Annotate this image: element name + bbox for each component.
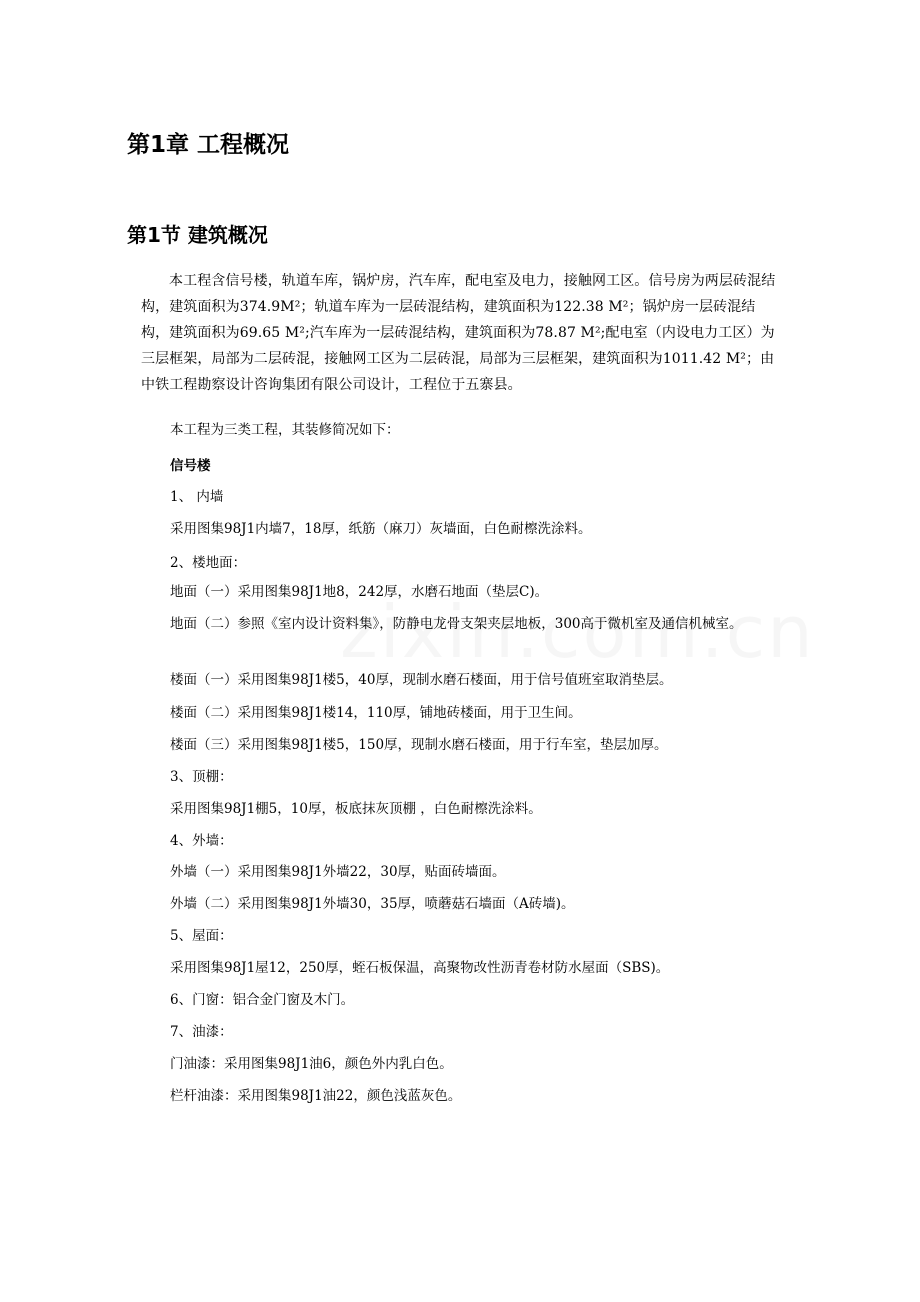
paragraph-ground-2: 地面（二）参照《室内设计资料集》，防静电龙骨支架夹层地板，300高于微机室及通信机械室。 — [170, 616, 743, 632]
subheading-signal-building: 信号楼 — [170, 458, 211, 474]
paragraph-floor-3: 楼面（三）采用图集98J1楼5，150厚，现制水磨石楼面，用于行车室，垫层加厚。 — [170, 737, 668, 753]
item-heading-ceiling: 3、顶棚： — [170, 769, 233, 785]
intro-paragraph: 本工程含信号楼，轨道车库，锅炉房，汽车库，配电室及电力，接触网工区。信号房为两层砖混结构，建筑面积为374.9M²；轨道车库为一层砖混结构，建筑面积为122.38 M²；锅炉房一层砖混结构，建筑面积为69.65 M²;汽车库为一层砖混结构，建筑面积为78.87 M²;配电室（内设电力工区）为三层框架，局部为二层砖混，接触网工区为二层砖混，局部为三层框架，建筑面积为1011.42 M²；由中铁工程勘察设计咨询集团有限公司设计，工程位于五寨县。 — [141, 273, 776, 393]
paragraph-ceiling: 采用图集98J1棚5，10厚，板底抹灰顶棚 ，白色耐檫洗涂料。 — [170, 801, 542, 817]
chapter-title: 第1章 工程概况 — [127, 132, 290, 158]
paragraph-roof: 采用图集98J1屋12，250厚，蛭石板保温，高聚物改性沥青卷材防水屋面（SBS)。 — [170, 960, 670, 976]
paragraph-exterior-wall-2: 外墙（二）采用图集98J1外墙30，35厚，喷蘑菇石墙面（A砖墙)。 — [170, 896, 575, 912]
item-heading-floor: 2、楼地面： — [170, 555, 247, 571]
item-heading-exterior-wall: 4、外墙： — [170, 833, 233, 849]
item-heading-roof: 5、屋面： — [170, 928, 233, 944]
paragraph-decoration-summary: 本工程为三类工程，其装修简况如下： — [170, 422, 400, 438]
paragraph-floor-1: 楼面（一）采用图集98J1楼5，40厚，现制水磨石楼面，用于信号值班室取消垫层。 — [170, 672, 673, 688]
section-title: 第1节 建筑概况 — [127, 223, 268, 247]
paragraph-exterior-wall-1: 外墙（一）采用图集98J1外墙22，30厚，贴面砖墙面。 — [170, 864, 506, 880]
paragraph-door-paint: 门油漆：采用图集98J1油6，颜色外内乳白色。 — [170, 1056, 453, 1072]
item-heading-paint: 7、油漆： — [170, 1024, 233, 1040]
paragraph-interior-wall: 采用图集98J1内墙7，18厚，纸筋（麻刀）灰墙面，白色耐檫洗涂料。 — [170, 521, 592, 537]
paragraph-floor-2: 楼面（二）采用图集98J1楼14，110厚，铺地砖楼面，用于卫生间。 — [170, 705, 582, 721]
item-heading-interior-wall: 1、 内墙 — [170, 489, 224, 505]
paragraph-railing-paint: 栏杆油漆：采用图集98J1油22，颜色浅蓝灰色。 — [170, 1088, 462, 1104]
paragraph-ground-1: 地面（一）采用图集98J1地8，242厚，水磨石地面（垫层C)。 — [170, 584, 549, 600]
item-doors-windows: 6、门窗：铝合金门窗及木门。 — [170, 992, 355, 1008]
watermark — [340, 590, 815, 674]
